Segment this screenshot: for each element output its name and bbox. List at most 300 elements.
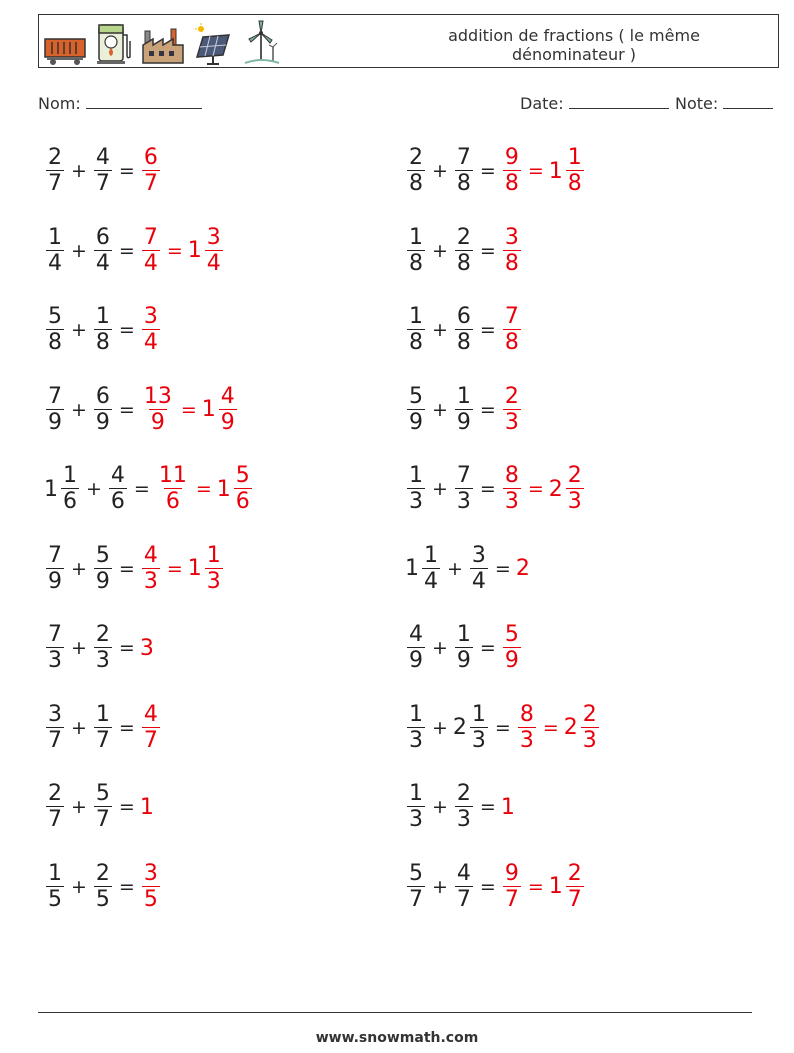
denominator: 3 bbox=[409, 727, 423, 753]
numerator: 5 bbox=[48, 304, 62, 329]
fraction-body bbox=[142, 542, 160, 594]
plus-sign: + bbox=[432, 637, 448, 659]
denominator: 8 bbox=[456, 171, 471, 196]
equals-sign: = bbox=[542, 716, 559, 739]
denominator: 8 bbox=[48, 330, 62, 355]
fraction bbox=[44, 465, 81, 513]
numerator: 1 bbox=[456, 622, 471, 647]
denominator: 9 bbox=[504, 648, 519, 673]
denominator: 6 bbox=[165, 489, 180, 514]
fraction-body bbox=[470, 701, 488, 753]
answer bbox=[155, 465, 254, 513]
numerator: 5 bbox=[409, 383, 423, 409]
fraction-body bbox=[455, 624, 473, 672]
denominator: 7 bbox=[95, 807, 110, 832]
plus-sign: + bbox=[432, 319, 448, 341]
equals-sign: = bbox=[479, 239, 496, 262]
fraction-body bbox=[46, 783, 64, 831]
numerator: 7 bbox=[48, 622, 62, 647]
fraction-body bbox=[407, 624, 425, 672]
denominator: 9 bbox=[95, 568, 110, 594]
denominator: 8 bbox=[567, 171, 582, 196]
fraction bbox=[140, 306, 162, 354]
answer bbox=[140, 542, 225, 594]
fraction bbox=[501, 147, 523, 195]
fraction-body bbox=[142, 860, 160, 912]
denominator: 3 bbox=[471, 727, 486, 753]
problem-item bbox=[405, 221, 523, 281]
plus-sign: + bbox=[71, 637, 87, 659]
whole-part: 1 bbox=[187, 556, 202, 581]
problem-item bbox=[44, 141, 162, 201]
worksheet-header bbox=[38, 14, 779, 68]
denominator: 7 bbox=[143, 171, 158, 196]
whole-part: 1 bbox=[139, 794, 154, 820]
equals-sign: = bbox=[118, 319, 135, 341]
answer bbox=[516, 701, 601, 753]
fraction bbox=[187, 542, 225, 594]
fraction-body bbox=[470, 542, 488, 594]
numerator: 3 bbox=[471, 542, 486, 568]
plus-sign: + bbox=[71, 160, 87, 182]
fraction bbox=[92, 224, 114, 276]
note-field[interactable] bbox=[675, 94, 773, 113]
equals-sign: = bbox=[118, 637, 135, 659]
fraction-body bbox=[407, 465, 425, 513]
fraction bbox=[405, 465, 427, 513]
problem-item bbox=[405, 380, 523, 440]
fraction bbox=[453, 624, 475, 672]
fraction bbox=[92, 383, 114, 435]
fraction-body bbox=[503, 224, 521, 276]
header-icons bbox=[43, 19, 281, 65]
fraction-body bbox=[566, 465, 584, 513]
denominator: 3 bbox=[456, 489, 471, 514]
equals-sign: = bbox=[479, 637, 496, 659]
equals-sign: = bbox=[479, 875, 496, 898]
fraction bbox=[217, 465, 254, 513]
fraction bbox=[92, 306, 114, 354]
denominator: 3 bbox=[95, 648, 110, 673]
equals-sign: = bbox=[527, 478, 544, 500]
numerator: 11 bbox=[158, 463, 187, 488]
equals-sign: = bbox=[118, 716, 135, 739]
equals-sign: = bbox=[118, 557, 135, 580]
fraction-body bbox=[455, 465, 473, 513]
answer bbox=[140, 636, 155, 661]
answer bbox=[140, 224, 225, 276]
plus-sign: + bbox=[432, 875, 448, 898]
fraction-body bbox=[503, 147, 521, 195]
numerator: 2 bbox=[48, 781, 62, 806]
denominator: 9 bbox=[409, 648, 423, 673]
fraction bbox=[92, 783, 114, 831]
problem-item bbox=[44, 539, 225, 599]
denominator: 3 bbox=[456, 807, 471, 832]
fraction bbox=[405, 383, 427, 435]
denominator: 7 bbox=[95, 727, 110, 753]
fraction bbox=[44, 860, 66, 912]
fuel-pump-icon bbox=[95, 21, 133, 65]
denominator: 7 bbox=[567, 886, 582, 912]
fraction-body bbox=[94, 542, 112, 594]
fraction-body bbox=[503, 306, 521, 354]
numerator: 1 bbox=[95, 701, 110, 727]
numerator: 5 bbox=[409, 860, 423, 886]
whole-number bbox=[501, 795, 516, 820]
denominator: 4 bbox=[206, 250, 221, 276]
equals-sign: = bbox=[479, 398, 496, 421]
equals-sign: = bbox=[166, 557, 183, 580]
fraction-body bbox=[407, 860, 425, 912]
answer bbox=[140, 306, 162, 354]
whole-part: 1 bbox=[548, 158, 563, 184]
numerator: 1 bbox=[409, 701, 423, 727]
equals-sign: = bbox=[527, 875, 544, 898]
fraction-body bbox=[46, 224, 64, 276]
numerator: 4 bbox=[110, 463, 125, 488]
fraction bbox=[405, 224, 427, 276]
date-field[interactable] bbox=[520, 94, 669, 113]
fraction-body bbox=[407, 147, 425, 195]
denominator: 9 bbox=[409, 409, 423, 435]
numerator: 2 bbox=[409, 145, 423, 170]
denominator: 6 bbox=[110, 489, 125, 514]
whole-part: 1 bbox=[201, 397, 216, 422]
numerator: 1 bbox=[48, 860, 62, 886]
fraction-body bbox=[581, 701, 599, 753]
fraction-body bbox=[94, 383, 112, 435]
plus-sign: + bbox=[432, 796, 448, 818]
denominator: 3 bbox=[567, 489, 582, 514]
denominator: 8 bbox=[409, 171, 423, 196]
footer-divider bbox=[38, 1012, 752, 1013]
whole-part: 1 bbox=[548, 874, 563, 899]
denominator: 3 bbox=[409, 807, 423, 832]
fraction bbox=[453, 224, 475, 276]
denominator: 6 bbox=[63, 489, 77, 514]
whole-number bbox=[140, 795, 155, 820]
answer bbox=[501, 147, 586, 195]
fraction-body bbox=[46, 147, 64, 195]
plus-sign: + bbox=[432, 160, 448, 182]
whole-part: 2 bbox=[563, 715, 578, 740]
fraction-body bbox=[46, 542, 64, 594]
numerator: 2 bbox=[48, 145, 62, 170]
whole-part: 2 bbox=[452, 715, 467, 740]
fraction bbox=[44, 306, 66, 354]
fraction-body bbox=[455, 783, 473, 831]
plus-sign: + bbox=[432, 478, 448, 500]
fraction bbox=[92, 542, 114, 594]
plus-sign: + bbox=[71, 398, 87, 421]
fraction-body bbox=[94, 147, 112, 195]
denominator: 4 bbox=[424, 568, 438, 594]
problem-item bbox=[405, 141, 586, 201]
denominator: 7 bbox=[48, 807, 62, 832]
answer bbox=[501, 624, 523, 672]
fraction bbox=[187, 224, 225, 276]
numerator: 7 bbox=[456, 463, 471, 488]
denominator: 7 bbox=[409, 886, 423, 912]
fraction bbox=[453, 383, 475, 435]
denominator: 7 bbox=[48, 171, 62, 196]
numerator: 8 bbox=[519, 701, 534, 727]
numerator: 4 bbox=[143, 701, 158, 727]
fraction-body bbox=[455, 306, 473, 354]
denominator: 8 bbox=[95, 330, 110, 355]
equals-sign: = bbox=[180, 398, 197, 421]
equals-sign: = bbox=[118, 398, 135, 421]
fraction-body bbox=[46, 624, 64, 672]
equals-sign: = bbox=[118, 796, 135, 818]
equals-sign: = bbox=[479, 160, 496, 182]
equals-sign: = bbox=[494, 557, 511, 580]
numerator: 7 bbox=[48, 383, 62, 409]
fraction-body bbox=[94, 224, 112, 276]
fraction-body bbox=[503, 860, 521, 912]
fraction-body bbox=[503, 383, 521, 435]
fraction bbox=[452, 701, 490, 753]
fraction-body bbox=[46, 306, 64, 354]
numerator: 1 bbox=[206, 542, 221, 568]
denominator: 4 bbox=[95, 250, 110, 276]
denominator: 7 bbox=[456, 886, 471, 912]
fraction bbox=[453, 147, 475, 195]
fraction bbox=[107, 465, 129, 513]
fraction bbox=[501, 624, 523, 672]
numerator: 2 bbox=[95, 860, 110, 886]
fraction-body bbox=[46, 701, 64, 753]
solar-panel-icon bbox=[193, 23, 233, 65]
fraction-body bbox=[455, 224, 473, 276]
problem-item bbox=[405, 857, 586, 917]
equals-sign: = bbox=[195, 478, 212, 500]
numerator: 4 bbox=[143, 542, 158, 568]
fraction-body bbox=[142, 383, 174, 435]
equals-sign: = bbox=[527, 160, 544, 182]
numerator: 3 bbox=[504, 224, 519, 250]
numerator: 5 bbox=[504, 622, 519, 647]
denominator: 9 bbox=[220, 409, 235, 435]
fraction bbox=[405, 306, 427, 354]
plus-sign: + bbox=[432, 398, 448, 421]
answer bbox=[140, 795, 155, 820]
fraction-body bbox=[234, 465, 252, 513]
answer bbox=[501, 224, 523, 276]
numerator: 1 bbox=[409, 781, 423, 806]
denominator: 3 bbox=[206, 568, 221, 594]
numerator: 13 bbox=[143, 383, 172, 409]
problem-item bbox=[405, 698, 601, 758]
fraction bbox=[44, 383, 66, 435]
denominator: 3 bbox=[48, 648, 62, 673]
answer bbox=[140, 383, 239, 435]
numerator: 2 bbox=[504, 383, 519, 409]
fraction bbox=[405, 860, 427, 912]
fraction bbox=[501, 306, 523, 354]
numerator: 8 bbox=[504, 463, 519, 488]
problem-item bbox=[44, 380, 239, 440]
plus-sign: + bbox=[71, 796, 87, 818]
numerator: 7 bbox=[143, 224, 158, 250]
fraction-body bbox=[46, 383, 64, 435]
denominator: 8 bbox=[504, 330, 519, 355]
fraction bbox=[453, 465, 475, 513]
fraction bbox=[453, 783, 475, 831]
fraction bbox=[140, 224, 162, 276]
fraction-body bbox=[407, 701, 425, 753]
answer bbox=[501, 795, 516, 820]
fraction-body bbox=[455, 860, 473, 912]
fraction-body bbox=[109, 465, 127, 513]
numerator: 6 bbox=[143, 145, 158, 170]
numerator: 2 bbox=[582, 701, 597, 727]
equals-sign: = bbox=[118, 875, 135, 898]
problem-item bbox=[44, 300, 162, 360]
numerator: 1 bbox=[567, 145, 582, 170]
fraction bbox=[44, 147, 66, 195]
denominator: 9 bbox=[48, 568, 62, 594]
fraction-body bbox=[503, 465, 521, 513]
answer bbox=[140, 860, 162, 912]
problem-item bbox=[44, 221, 225, 281]
problem-item bbox=[44, 618, 155, 678]
fraction-body bbox=[142, 224, 160, 276]
numerator: 1 bbox=[63, 463, 77, 488]
numerator: 6 bbox=[95, 383, 110, 409]
fraction-body bbox=[407, 783, 425, 831]
equals-sign: = bbox=[166, 239, 183, 262]
fraction-body bbox=[455, 147, 473, 195]
fraction-body bbox=[518, 701, 536, 753]
fraction-body bbox=[219, 383, 237, 435]
fraction-body bbox=[94, 783, 112, 831]
plus-sign: + bbox=[71, 319, 87, 341]
wind-turbine-icon bbox=[241, 19, 281, 65]
fraction bbox=[548, 860, 586, 912]
fraction bbox=[44, 783, 66, 831]
numerator: 3 bbox=[143, 304, 158, 329]
name-label: Nom: bbox=[38, 94, 81, 113]
note-line bbox=[723, 94, 773, 109]
denominator: 7 bbox=[48, 727, 62, 753]
whole-number bbox=[516, 556, 531, 581]
answer bbox=[501, 383, 523, 435]
fraction-body bbox=[407, 224, 425, 276]
fraction-body bbox=[142, 701, 160, 753]
equals-sign: = bbox=[479, 796, 496, 818]
fraction bbox=[501, 224, 523, 276]
denominator: 8 bbox=[504, 250, 519, 276]
numerator: 1 bbox=[409, 304, 423, 329]
equals-sign: = bbox=[479, 319, 496, 341]
numerator: 9 bbox=[504, 145, 519, 170]
problem-item bbox=[405, 618, 523, 678]
denominator: 8 bbox=[409, 330, 423, 355]
numerator: 1 bbox=[471, 701, 486, 727]
denominator: 9 bbox=[150, 409, 165, 435]
fraction bbox=[140, 542, 162, 594]
problem-item bbox=[405, 777, 516, 837]
denominator: 8 bbox=[456, 250, 471, 276]
denominator: 9 bbox=[95, 409, 110, 435]
numerator: 2 bbox=[567, 860, 582, 886]
numerator: 6 bbox=[95, 224, 110, 250]
problem-item bbox=[44, 698, 162, 758]
plus-sign: + bbox=[432, 716, 448, 739]
problem-item bbox=[405, 539, 531, 599]
footer-url: www.snowmath.com bbox=[315, 1030, 479, 1046]
plus-sign: + bbox=[71, 239, 87, 262]
fraction bbox=[92, 701, 114, 753]
problem-item bbox=[44, 459, 254, 519]
denominator: 8 bbox=[456, 330, 471, 355]
numerator: 4 bbox=[220, 383, 235, 409]
equals-sign: = bbox=[118, 160, 135, 182]
fraction bbox=[44, 624, 66, 672]
whole-part: 3 bbox=[139, 635, 154, 661]
freight-wagon-icon bbox=[43, 31, 87, 65]
denominator: 3 bbox=[519, 727, 534, 753]
numerator: 1 bbox=[409, 224, 423, 250]
fraction-body bbox=[205, 542, 223, 594]
fraction-body bbox=[422, 542, 440, 594]
numerator: 3 bbox=[143, 860, 158, 886]
fraction bbox=[516, 701, 538, 753]
fraction bbox=[501, 383, 523, 435]
numerator: 2 bbox=[95, 622, 110, 647]
date-line bbox=[569, 94, 669, 109]
date-label: Date: bbox=[520, 94, 564, 113]
fraction-body bbox=[46, 860, 64, 912]
whole-number bbox=[140, 636, 155, 661]
fraction bbox=[140, 383, 176, 435]
name-field[interactable] bbox=[38, 94, 202, 113]
equals-sign: = bbox=[494, 716, 511, 739]
fraction-body bbox=[503, 624, 521, 672]
problem-item bbox=[405, 459, 586, 519]
plus-sign: + bbox=[86, 478, 102, 500]
denominator: 5 bbox=[143, 886, 158, 912]
answer bbox=[140, 147, 162, 195]
denominator: 5 bbox=[95, 886, 110, 912]
fraction bbox=[140, 701, 162, 753]
fraction bbox=[155, 465, 191, 513]
fraction bbox=[405, 147, 427, 195]
fraction bbox=[453, 306, 475, 354]
answer bbox=[501, 860, 586, 912]
fraction-body bbox=[61, 465, 79, 513]
denominator: 5 bbox=[48, 886, 62, 912]
fraction bbox=[501, 465, 523, 513]
fraction bbox=[453, 860, 475, 912]
fraction-body bbox=[157, 465, 189, 513]
fraction bbox=[44, 224, 66, 276]
whole-part: 1 bbox=[405, 556, 419, 581]
numerator: 5 bbox=[95, 542, 110, 568]
denominator: 7 bbox=[143, 727, 158, 753]
fraction-body bbox=[94, 701, 112, 753]
numerator: 1 bbox=[95, 304, 110, 329]
fraction bbox=[405, 624, 427, 672]
fraction bbox=[92, 147, 114, 195]
whole-part: 1 bbox=[216, 476, 231, 502]
numerator: 4 bbox=[95, 145, 110, 170]
denominator: 7 bbox=[95, 171, 110, 196]
fraction bbox=[549, 465, 586, 513]
denominator: 7 bbox=[504, 886, 519, 912]
